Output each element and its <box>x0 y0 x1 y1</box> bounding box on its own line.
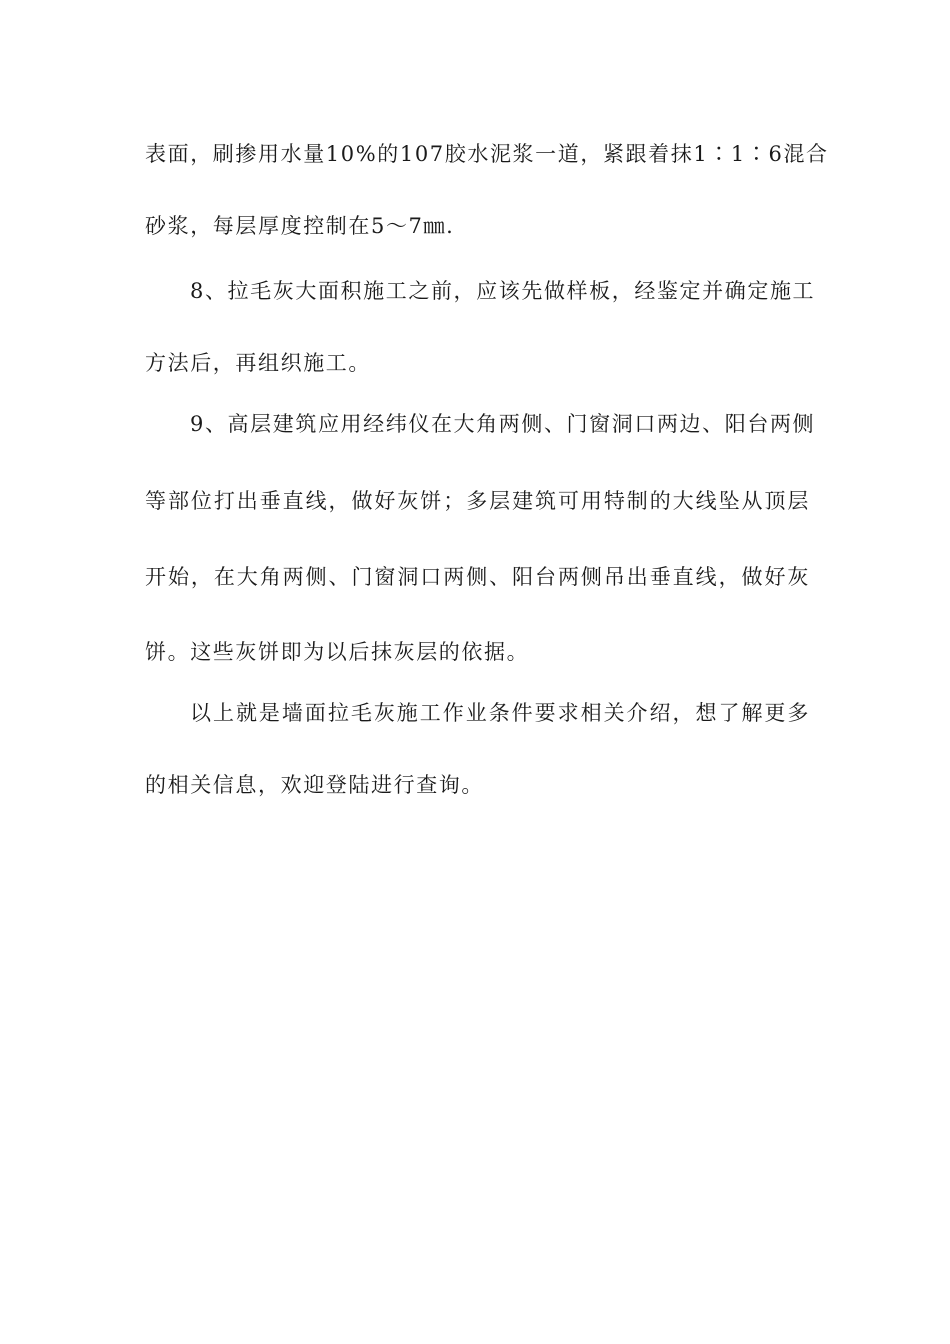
text-line: 等部位打出垂直线，做好灰饼；多层建筑可用特制的大线坠从顶层 <box>145 489 810 513</box>
text-line: 砂浆，每层厚度控制在5～7㎜. <box>145 214 455 238</box>
paragraph-8-start: 8、拉毛灰大面积施工之前，应该先做样板，经鉴定并确定施工 <box>190 279 816 303</box>
text-line: 饼。这些灰饼即为以后抹灰层的依据。 <box>145 640 530 664</box>
text-line: 的相关信息，欢迎登陆进行查询。 <box>145 773 484 797</box>
closing-paragraph-start: 以上就是墙面拉毛灰施工作业条件要求相关介绍，想了解更多 <box>190 701 810 725</box>
text-line: 表面，刷掺用水量10%的107胶水泥浆一道，紧跟着抹1∶1∶6混合 <box>145 142 829 166</box>
text-line: 方法后，再组织施工。 <box>145 351 371 375</box>
paragraph-9-start: 9、高层建筑应用经纬仪在大角两侧、门窗洞口两边、阳台两侧 <box>190 412 816 436</box>
text-line: 开始，在大角两侧、门窗洞口两侧、阳台两侧吊出垂直线，做好灰 <box>145 565 810 589</box>
